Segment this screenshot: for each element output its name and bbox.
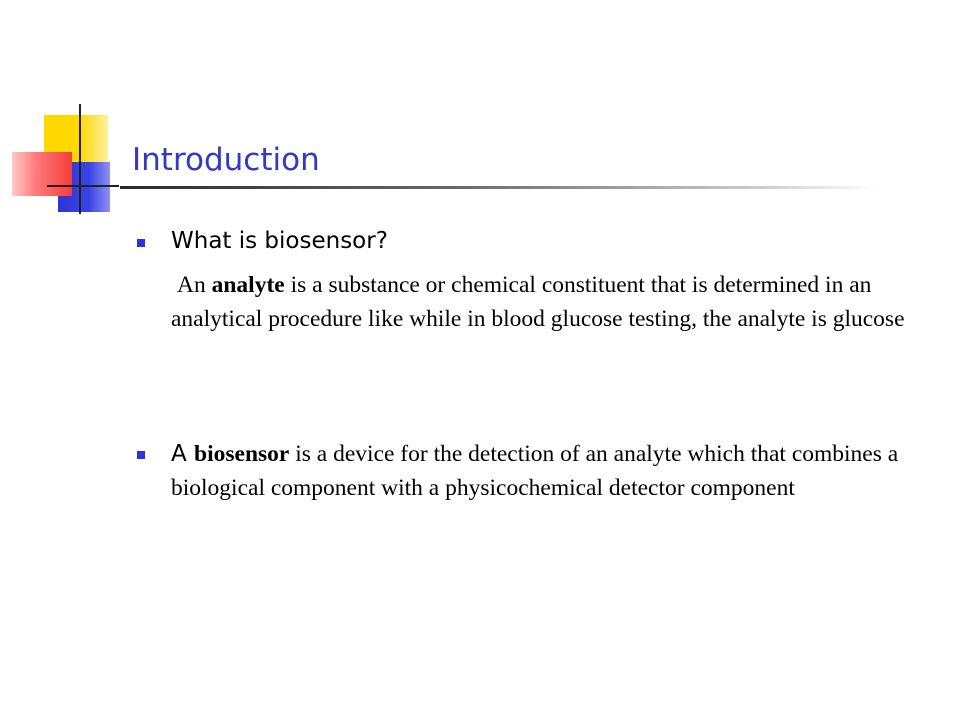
analyte-term: analyte [211, 272, 285, 298]
colored-squares-logo-icon [0, 0, 130, 230]
analyte-paragraph [171, 268, 916, 336]
bullet-question: What is biosensor? [171, 228, 388, 254]
square-bullet-icon [137, 451, 145, 459]
biosensor-definition: is a device for the detection of an analyte which that combines a biological component with a physicochemical detector component [171, 441, 899, 501]
logo-vertical-line [79, 104, 81, 214]
biosensor-term: biosensor [194, 441, 290, 467]
biosensor-lead: A [171, 441, 195, 467]
slide-title: Introduction [132, 142, 320, 178]
red-square [12, 152, 72, 196]
title-divider [120, 186, 880, 189]
biosensor-paragraph [171, 437, 916, 505]
analyte-definition: is a substance or chemical constituent that is determined in an analytical procedure like while in blood glucose testing, the analyte is glucose [171, 272, 905, 332]
analyte-prefix: An [177, 272, 212, 298]
logo-horizontal-line [47, 185, 119, 187]
square-bullet-icon [137, 239, 145, 247]
